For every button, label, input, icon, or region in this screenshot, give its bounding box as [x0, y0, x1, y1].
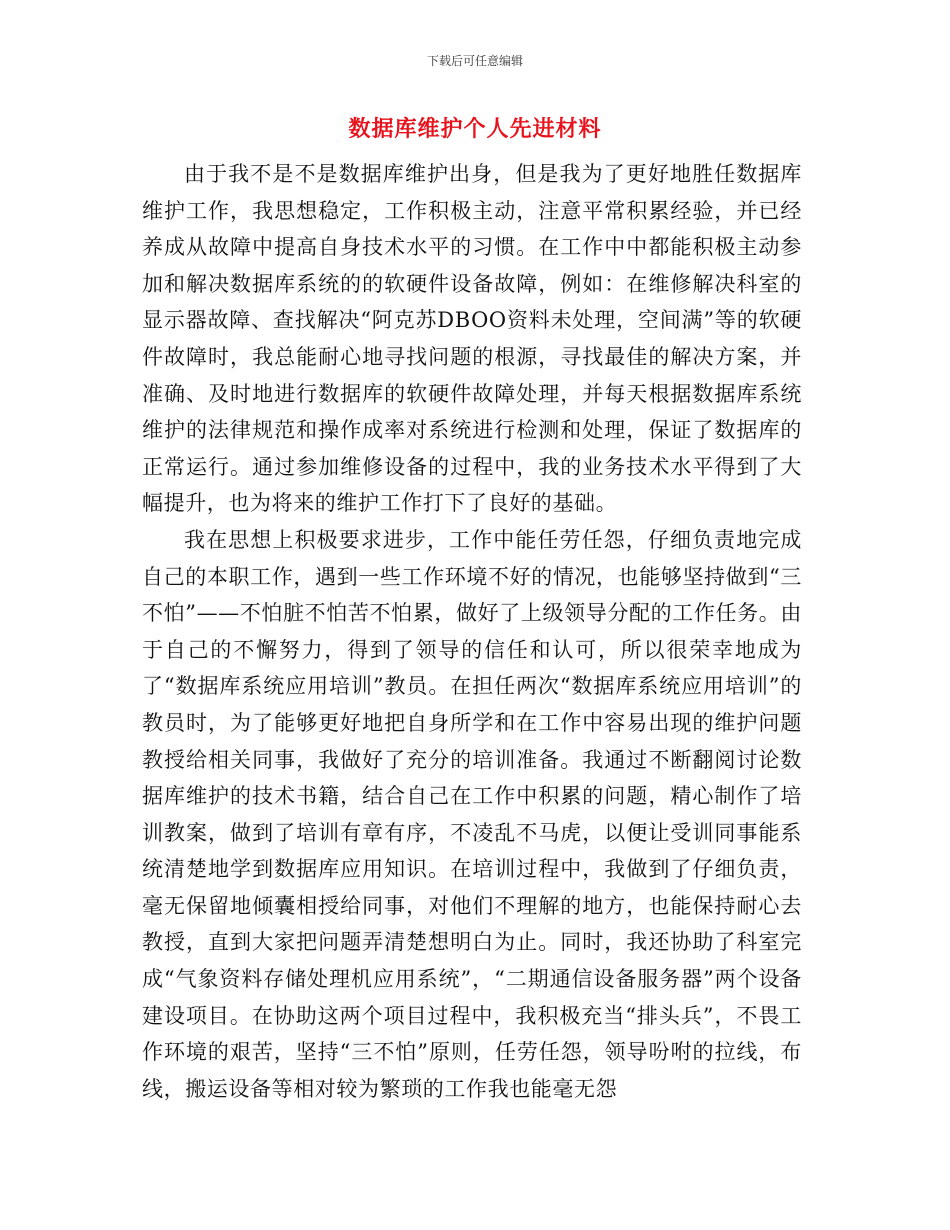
- document-title: 数据库维护个人先进材料: [348, 117, 602, 142]
- paragraph-2: 我在思想上积极要求进步，工作中能任劳任怨，仔细负责地完成自己的本职工作，遇到一些工作环境不好的情况，也能够坚持做到“三不怕”——不怕脏不怕苦不怕累，做好了上级领导分配的工作任务。由于自己的不懈努力，得到了领导的信任和认可，所以很荣幸地成为了“数据库系统应用培训”教员。在担任两次“数据库系统应用培训”的教员时，为了能够更好地把自身所学和在工作中容易出现的维护问题教授给相关同事，我做好了充分的培训准备。我通过不断翻阅讨论数据库维护的技术书籍，结合自己在工作中积累的问题，精心制作了培训教案，做到了培训有章有序，不凌乱不马虎，以便让受训同事能系统清楚地学到数据库应用知识。在培训过程中，我做到了仔细负责，毫无保留地倾囊相授给同事，对他们不理解的地方，也能保持耐心去教授，直到大家把问题弄清楚想明白为止。同时，我还协助了科室完成“气象资料存储处理机应用系统”，“二期通信设备服务器”两个设备建设项目。在协助这两个项目过程中，我积极充当“排头兵”，不畏工作环境的艰苦，坚持“三不怕”原则，任劳任怨，领导吩咐的拉线，布线，搬运设备等相对较为繁琐的工作我也能毫无怨: [142, 527, 802, 1101]
- paragraph-1: 由于我不是不是数据库维护出身，但是我为了更好地胜任数据库维护工作，我思想稳定，工作积极主动，注意平常积累经验，并已经养成从故障中提高自身技术水平的习惯。在工作中中都能积极主动参加和解决数据库系统的的软硬件设备故障，例如：在维修解决科室的显示器故障、查找解决“阿克苏DBOO资料未处理，空间满”等的软硬件故障时，我总能耐心地寻找问题的根源，寻找最佳的解决方案，并准确、及时地进行数据库的软硬件故障处理，并每天根据数据库系统维护的法律规范和操作成率对系统进行检测和处理，保证了数据库的正常运行。通过参加维修设备的过程中，我的业务技术水平得到了大幅提升，也为将来的维护工作打下了良好的基础。: [142, 162, 802, 516]
- header-note: 下载后可任意编辑: [426, 54, 523, 68]
- document-body: [142, 156, 802, 1107]
